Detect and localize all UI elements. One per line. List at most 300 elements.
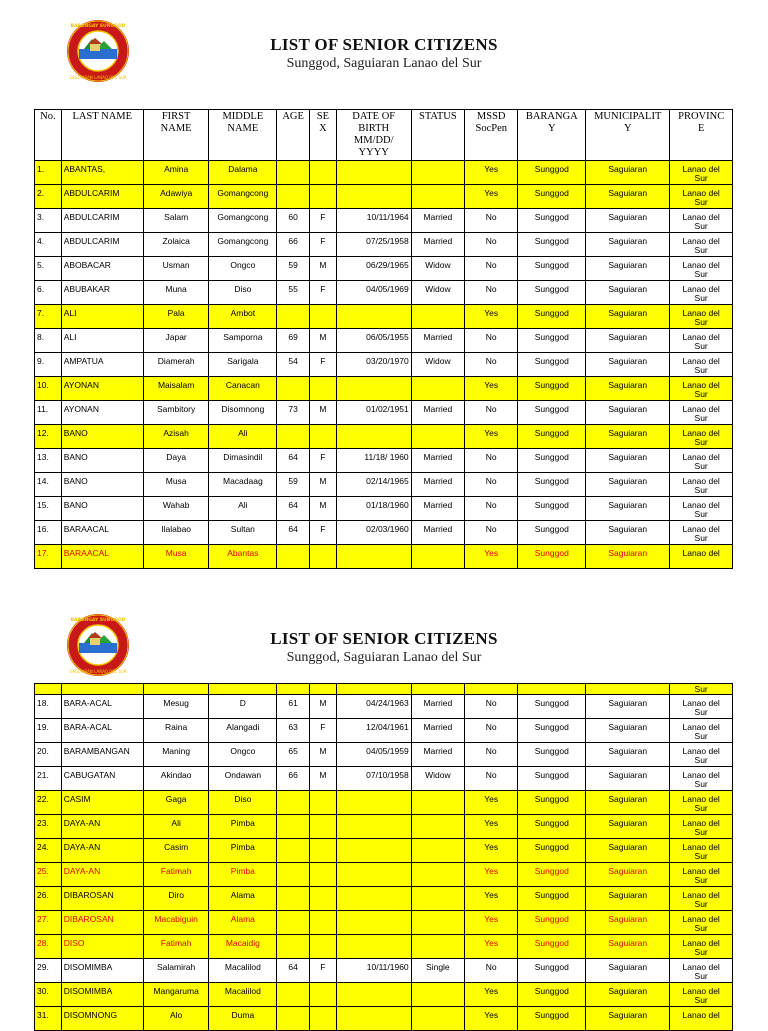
- cell-barangay: Sunggod: [518, 401, 586, 425]
- table-row: [35, 209, 733, 233]
- cell-province: Lanao del Sur: [670, 695, 733, 719]
- cell-barangay: Sunggod: [518, 839, 586, 863]
- cell-middle-name: Gomangcong: [209, 233, 277, 257]
- cell-middle-name: Macalilod: [209, 983, 277, 1007]
- table-row: [35, 695, 733, 719]
- cell-middle-name: Ongco: [209, 257, 277, 281]
- cell-dob: [336, 545, 411, 569]
- cell-middle-name: Canacan: [209, 377, 277, 401]
- cell-middle-name: Duma: [209, 1007, 277, 1031]
- table-row: [35, 497, 733, 521]
- cell-age: [277, 305, 310, 329]
- cell-middle-name: Ondawan: [209, 767, 277, 791]
- cell-middle-name: Diso: [209, 281, 277, 305]
- cell-first-name: Salam: [143, 209, 209, 233]
- table-row: [35, 1007, 733, 1031]
- cell-municipality: Saguiaran: [586, 935, 670, 959]
- cell-last-name: DAYA-AN: [61, 863, 143, 887]
- cell-status: Married: [411, 233, 464, 257]
- cell-first-name: Mesug: [143, 695, 209, 719]
- table-row: [35, 161, 733, 185]
- cell-barangay: Sunggod: [518, 473, 586, 497]
- cell-mssd: Yes: [465, 377, 518, 401]
- page-title: LIST OF SENIOR CITIZENS: [270, 35, 498, 54]
- cell-province: Lanao del Sur: [670, 959, 733, 983]
- cell-dob: 06/29/1965: [336, 257, 411, 281]
- cell-last-name: ABOBACAR: [61, 257, 143, 281]
- cell-province: Lanao del Sur: [670, 257, 733, 281]
- cell-mssd: Yes: [465, 791, 518, 815]
- cell-mssd: Yes: [465, 185, 518, 209]
- cell-status: Widow: [411, 257, 464, 281]
- cell-no: 18.: [35, 695, 62, 719]
- cell-barangay: Sunggod: [518, 209, 586, 233]
- cell-sex: [310, 815, 337, 839]
- cell-barangay: Sunggod: [518, 497, 586, 521]
- cell-last-name: BANO: [61, 473, 143, 497]
- cell-barangay: Sunggod: [518, 305, 586, 329]
- cell-no: 20.: [35, 743, 62, 767]
- cell-dob: [336, 839, 411, 863]
- cell-sex: [310, 377, 337, 401]
- cell-municipality: Saguiaran: [586, 815, 670, 839]
- cell-status: [411, 791, 464, 815]
- cell-sex: F: [310, 233, 337, 257]
- cell-middle-name: Ambot: [209, 305, 277, 329]
- cell-barangay: Sunggod: [518, 911, 586, 935]
- cell-status: [411, 305, 464, 329]
- cell-middle-name: Alangadi: [209, 719, 277, 743]
- cell-last-name: DAYA-AN: [61, 815, 143, 839]
- cell-status: Married: [411, 695, 464, 719]
- cell-first-name: Akindao: [143, 767, 209, 791]
- cell-no: 14.: [35, 473, 62, 497]
- cell-status: [411, 839, 464, 863]
- cell-province: Lanao del: [670, 1007, 733, 1031]
- cell-mssd: No: [465, 233, 518, 257]
- cell-sex: M: [310, 329, 337, 353]
- cell-first-name: Wahab: [143, 497, 209, 521]
- cell-mssd: Yes: [465, 545, 518, 569]
- cell-province: Lanao del Sur: [670, 497, 733, 521]
- cell-age: [277, 791, 310, 815]
- cell-middle-name: Dimasindil: [209, 449, 277, 473]
- cell-mssd: No: [465, 743, 518, 767]
- cell-status: Married: [411, 497, 464, 521]
- cell-municipality: Saguiaran: [586, 209, 670, 233]
- cell-municipality: Saguiaran: [586, 887, 670, 911]
- col-header-municipality: MUNICIPALIT Y: [586, 110, 670, 161]
- cell-status: [411, 935, 464, 959]
- cell-dob: [336, 1007, 411, 1031]
- senior-citizens-table: [34, 109, 733, 569]
- table-row: [35, 449, 733, 473]
- cell-municipality: Saguiaran: [586, 473, 670, 497]
- cell-first-name: Fatimah: [143, 935, 209, 959]
- cell-municipality: Saguiaran: [586, 719, 670, 743]
- cell-barangay: Sunggod: [518, 521, 586, 545]
- cell-first-name: Ilalabao: [143, 521, 209, 545]
- cell-mssd: Yes: [465, 305, 518, 329]
- cell-status: Married: [411, 449, 464, 473]
- cell-no: 21.: [35, 767, 62, 791]
- cell-dob: [336, 863, 411, 887]
- cell-sex: [310, 305, 337, 329]
- cell-mssd: No: [465, 257, 518, 281]
- cell-barangay: Sunggod: [518, 695, 586, 719]
- cell-last-name: AYONAN: [61, 401, 143, 425]
- cell-no: 7.: [35, 305, 62, 329]
- cell-middle-name: Macaidig: [209, 935, 277, 959]
- cell-dob: [336, 815, 411, 839]
- cell-dob: 01/02/1951: [336, 401, 411, 425]
- svg-text:SAGUIARAN LANAO DEL SUR: SAGUIARAN LANAO DEL SUR: [69, 75, 127, 80]
- cell-province: Lanao del Sur: [670, 161, 733, 185]
- cell-no: 11.: [35, 401, 62, 425]
- cell-no: 16.: [35, 521, 62, 545]
- cell-no: 12.: [35, 425, 62, 449]
- cell-barangay: Sunggod: [518, 545, 586, 569]
- cell-no: 23.: [35, 815, 62, 839]
- cell-province: Lanao del Sur: [670, 329, 733, 353]
- cell-mssd: No: [465, 695, 518, 719]
- cell-age: 64: [277, 449, 310, 473]
- cell-status: Married: [411, 743, 464, 767]
- cell-sex: M: [310, 257, 337, 281]
- cell-municipality: Saguiaran: [586, 449, 670, 473]
- cell-municipality: Saguiaran: [586, 401, 670, 425]
- table-row: [35, 959, 733, 983]
- cell-last-name: AMPATUA: [61, 353, 143, 377]
- cell-no: 28.: [35, 935, 62, 959]
- cell-dob: 07/25/1958: [336, 233, 411, 257]
- cell-sex: [310, 839, 337, 863]
- cell-municipality: Saguiaran: [586, 497, 670, 521]
- cell-no: 31.: [35, 1007, 62, 1031]
- cell-sex: F: [310, 449, 337, 473]
- cell-last-name: BARA-ACAL: [61, 695, 143, 719]
- cell-dob: [336, 425, 411, 449]
- col-header-no: No.: [35, 110, 62, 161]
- cell-mssd: No: [465, 449, 518, 473]
- table-row: [35, 401, 733, 425]
- cell-province: Lanao del Sur: [670, 449, 733, 473]
- cell-province: Lanao del Sur: [670, 839, 733, 863]
- table-row: [35, 257, 733, 281]
- cell-barangay: Sunggod: [518, 161, 586, 185]
- cell-last-name: CASIM: [61, 791, 143, 815]
- cell-municipality: Saguiaran: [586, 281, 670, 305]
- table-row: [35, 719, 733, 743]
- cell-sex: F: [310, 959, 337, 983]
- cell-age: 63: [277, 719, 310, 743]
- cell-age: 66: [277, 233, 310, 257]
- table-row: [35, 377, 733, 401]
- cell-mssd: Yes: [465, 815, 518, 839]
- cell-status: [411, 911, 464, 935]
- cell-age: [277, 1007, 310, 1031]
- cell-barangay: Sunggod: [518, 863, 586, 887]
- cell-municipality: Saguiaran: [586, 257, 670, 281]
- cell-mssd: No: [465, 281, 518, 305]
- cell-municipality: Saguiaran: [586, 863, 670, 887]
- cell-municipality: Saguiaran: [586, 839, 670, 863]
- table-row: [35, 839, 733, 863]
- cell-province: Lanao del Sur: [670, 863, 733, 887]
- cell-no: 13.: [35, 449, 62, 473]
- cell-age: [277, 545, 310, 569]
- cell-last-name: DISOMIMBA: [61, 959, 143, 983]
- cell-middle-name: Gomangcong: [209, 209, 277, 233]
- cell-province: Lanao del Sur: [670, 911, 733, 935]
- cell-province: Lanao del Sur: [670, 401, 733, 425]
- cell-first-name: Diamerah: [143, 353, 209, 377]
- cell-mssd: Yes: [465, 887, 518, 911]
- cell-dob: [336, 305, 411, 329]
- cell-age: [277, 425, 310, 449]
- cell-age: [277, 839, 310, 863]
- cell-age: 55: [277, 281, 310, 305]
- cell-status: [411, 161, 464, 185]
- cell-dob: 10/11/1960: [336, 959, 411, 983]
- svg-text:SAGUIARAN LANAO DEL SUR: SAGUIARAN LANAO DEL SUR: [69, 669, 127, 674]
- cell-municipality: Saguiaran: [586, 767, 670, 791]
- cell-first-name: Amina: [143, 161, 209, 185]
- cell-province: Lanao del Sur: [670, 233, 733, 257]
- cell-no: 9.: [35, 353, 62, 377]
- cell-mssd: Yes: [465, 839, 518, 863]
- cell-status: [411, 425, 464, 449]
- cell-mssd: Yes: [465, 863, 518, 887]
- cell-no: 2.: [35, 185, 62, 209]
- svg-text:BARANGAY SUNGGOD: BARANGAY SUNGGOD: [70, 24, 126, 29]
- cell-municipality: Saguiaran: [586, 161, 670, 185]
- cell-sex: [310, 161, 337, 185]
- cell-barangay: Sunggod: [518, 257, 586, 281]
- cell-age: 64: [277, 521, 310, 545]
- cell-sex: [310, 545, 337, 569]
- cell-last-name: ALI: [61, 305, 143, 329]
- cell-barangay: Sunggod: [518, 815, 586, 839]
- cell-mssd: Yes: [465, 161, 518, 185]
- col-header-province: PROVINC E: [670, 110, 733, 161]
- cell-dob: 07/10/1958: [336, 767, 411, 791]
- cell-last-name: ABDULCARIM: [61, 185, 143, 209]
- table-row: [35, 863, 733, 887]
- cell-mssd: No: [465, 521, 518, 545]
- cell-municipality: Saguiaran: [586, 983, 670, 1007]
- cell-barangay: Sunggod: [518, 983, 586, 1007]
- cell-first-name: Ali: [143, 815, 209, 839]
- col-header-middle-name: MIDDLE NAME: [209, 110, 277, 161]
- cell-barangay: Sunggod: [518, 743, 586, 767]
- cell-status: Married: [411, 473, 464, 497]
- cell-first-name: Alo: [143, 1007, 209, 1031]
- cell-province: Lanao del Sur: [670, 983, 733, 1007]
- table-row: [35, 767, 733, 791]
- cell-dob: 02/03/1960: [336, 521, 411, 545]
- cell-dob: 04/24/1963: [336, 695, 411, 719]
- cell-no: 22.: [35, 791, 62, 815]
- cell-province: Lanao del Sur: [670, 209, 733, 233]
- col-header-sex: SE X: [310, 110, 337, 161]
- cell-age: 59: [277, 257, 310, 281]
- cell-age: [277, 983, 310, 1007]
- cell-last-name: BARA-ACAL: [61, 719, 143, 743]
- cell-no: 19.: [35, 719, 62, 743]
- cell-last-name: BANO: [61, 497, 143, 521]
- cell-province: Lanao del Sur: [670, 185, 733, 209]
- cell-sex: [310, 863, 337, 887]
- cell-mssd: Yes: [465, 425, 518, 449]
- cell-age: 73: [277, 401, 310, 425]
- cell-middle-name: Sarigala: [209, 353, 277, 377]
- cell-municipality: Saguiaran: [586, 305, 670, 329]
- cell-last-name: DISOMNONG: [61, 1007, 143, 1031]
- cell-status: Single: [411, 959, 464, 983]
- cell-sex: F: [310, 209, 337, 233]
- cell-municipality: Saguiaran: [586, 959, 670, 983]
- cell-sex: M: [310, 401, 337, 425]
- col-header-age: AGE: [277, 110, 310, 161]
- cell-status: Married: [411, 521, 464, 545]
- cell-sex: M: [310, 497, 337, 521]
- cell-middle-name: Ali: [209, 497, 277, 521]
- cell-province: Lanao del Sur: [670, 521, 733, 545]
- cell-sex: F: [310, 521, 337, 545]
- table-row: [35, 185, 733, 209]
- cell-dob: 02/14/1965: [336, 473, 411, 497]
- cell-province: Lanao del: [670, 545, 733, 569]
- cell-barangay: Sunggod: [518, 935, 586, 959]
- cell-municipality: Saguiaran: [586, 185, 670, 209]
- cell-first-name: Casim: [143, 839, 209, 863]
- cell-last-name: CABUGATAN: [61, 767, 143, 791]
- cell-no: 27.: [35, 911, 62, 935]
- table-row: [35, 791, 733, 815]
- table-row: [35, 911, 733, 935]
- cell-sex: F: [310, 281, 337, 305]
- cell-middle-name: Samporna: [209, 329, 277, 353]
- cell-status: Married: [411, 719, 464, 743]
- cell-province: Lanao del Sur: [670, 305, 733, 329]
- cell-dob: [336, 935, 411, 959]
- cell-province: Lanao del Sur: [670, 887, 733, 911]
- cell-middle-name: Pimba: [209, 815, 277, 839]
- cell-middle-name: Pimba: [209, 839, 277, 863]
- cell-last-name: ABANTAS,: [61, 161, 143, 185]
- table-row: [35, 815, 733, 839]
- col-header-last-name: LAST NAME: [61, 110, 143, 161]
- cell-last-name: BANO: [61, 449, 143, 473]
- cell-barangay: Sunggod: [518, 425, 586, 449]
- cell-dob: 01/18/1960: [336, 497, 411, 521]
- cell-province: Lanao del Sur: [670, 767, 733, 791]
- cell-last-name: ABUBAKAR: [61, 281, 143, 305]
- cell-age: 64: [277, 959, 310, 983]
- cell-first-name: Japar: [143, 329, 209, 353]
- cell-first-name: Daya: [143, 449, 209, 473]
- page-subtitle: Sunggod, Saguiaran Lanao del Sur: [286, 56, 482, 71]
- continuation-row: [35, 684, 733, 695]
- cell-sex: [310, 791, 337, 815]
- cell-municipality: Saguiaran: [586, 695, 670, 719]
- cell-province: Lanao del Sur: [670, 791, 733, 815]
- cell-sex: M: [310, 767, 337, 791]
- cell-sex: [310, 1007, 337, 1031]
- cell-middle-name: Gomangcong: [209, 185, 277, 209]
- cell-sex: [310, 185, 337, 209]
- cell-age: 64: [277, 497, 310, 521]
- cell-no: 17.: [35, 545, 62, 569]
- cell-first-name: Musa: [143, 545, 209, 569]
- cell-age: [277, 863, 310, 887]
- cell-dob: 03/20/1970: [336, 353, 411, 377]
- page-title: LIST OF SENIOR CITIZENS: [270, 629, 498, 648]
- cell-no: 6.: [35, 281, 62, 305]
- cell-first-name: Salamirah: [143, 959, 209, 983]
- cell-province: Lanao del Sur: [670, 353, 733, 377]
- cell-age: [277, 815, 310, 839]
- cell-first-name: Macabiguin: [143, 911, 209, 935]
- cell-dob: 12/04/1961: [336, 719, 411, 743]
- col-header-barangay: BARANGA Y: [518, 110, 586, 161]
- cell-mssd: Yes: [465, 1007, 518, 1031]
- cell-status: [411, 983, 464, 1007]
- cell-middle-name: Disomnong: [209, 401, 277, 425]
- cell-first-name: Maisalam: [143, 377, 209, 401]
- table-row: [35, 233, 733, 257]
- cell-mssd: No: [465, 329, 518, 353]
- cell-mssd: No: [465, 353, 518, 377]
- cell-no: 26.: [35, 887, 62, 911]
- cell-status: [411, 185, 464, 209]
- cell-mssd: Yes: [465, 935, 518, 959]
- cell-no: 15.: [35, 497, 62, 521]
- cell-sex: M: [310, 473, 337, 497]
- cell-last-name: DAYA-AN: [61, 839, 143, 863]
- cell-municipality: Saguiaran: [586, 911, 670, 935]
- table-row: [35, 353, 733, 377]
- cell-age: 59: [277, 473, 310, 497]
- cell-barangay: Sunggod: [518, 887, 586, 911]
- cell-dob: 06/05/1955: [336, 329, 411, 353]
- cell-province: Lanao del Sur: [670, 473, 733, 497]
- senior-citizens-table-continued: [34, 683, 733, 1031]
- cell-middle-name: Ali: [209, 425, 277, 449]
- cell-municipality: Saguiaran: [586, 425, 670, 449]
- cell-sex: [310, 935, 337, 959]
- cell-first-name: Fatimah: [143, 863, 209, 887]
- cell-sex: [310, 887, 337, 911]
- cell-mssd: No: [465, 473, 518, 497]
- cell-mssd: Yes: [465, 983, 518, 1007]
- cell-sex: M: [310, 743, 337, 767]
- cell-barangay: Sunggod: [518, 767, 586, 791]
- cell-age: [277, 161, 310, 185]
- table-row: [35, 983, 733, 1007]
- cell-province: Lanao del Sur: [670, 377, 733, 401]
- cell-middle-name: Macalilod: [209, 959, 277, 983]
- table-row: [35, 473, 733, 497]
- cell-middle-name: Sultan: [209, 521, 277, 545]
- cell-barangay: Sunggod: [518, 377, 586, 401]
- cell-age: [277, 185, 310, 209]
- cell-municipality: Saguiaran: [586, 353, 670, 377]
- cell-dob: [336, 791, 411, 815]
- cell-status: Married: [411, 209, 464, 233]
- cell-last-name: ALI: [61, 329, 143, 353]
